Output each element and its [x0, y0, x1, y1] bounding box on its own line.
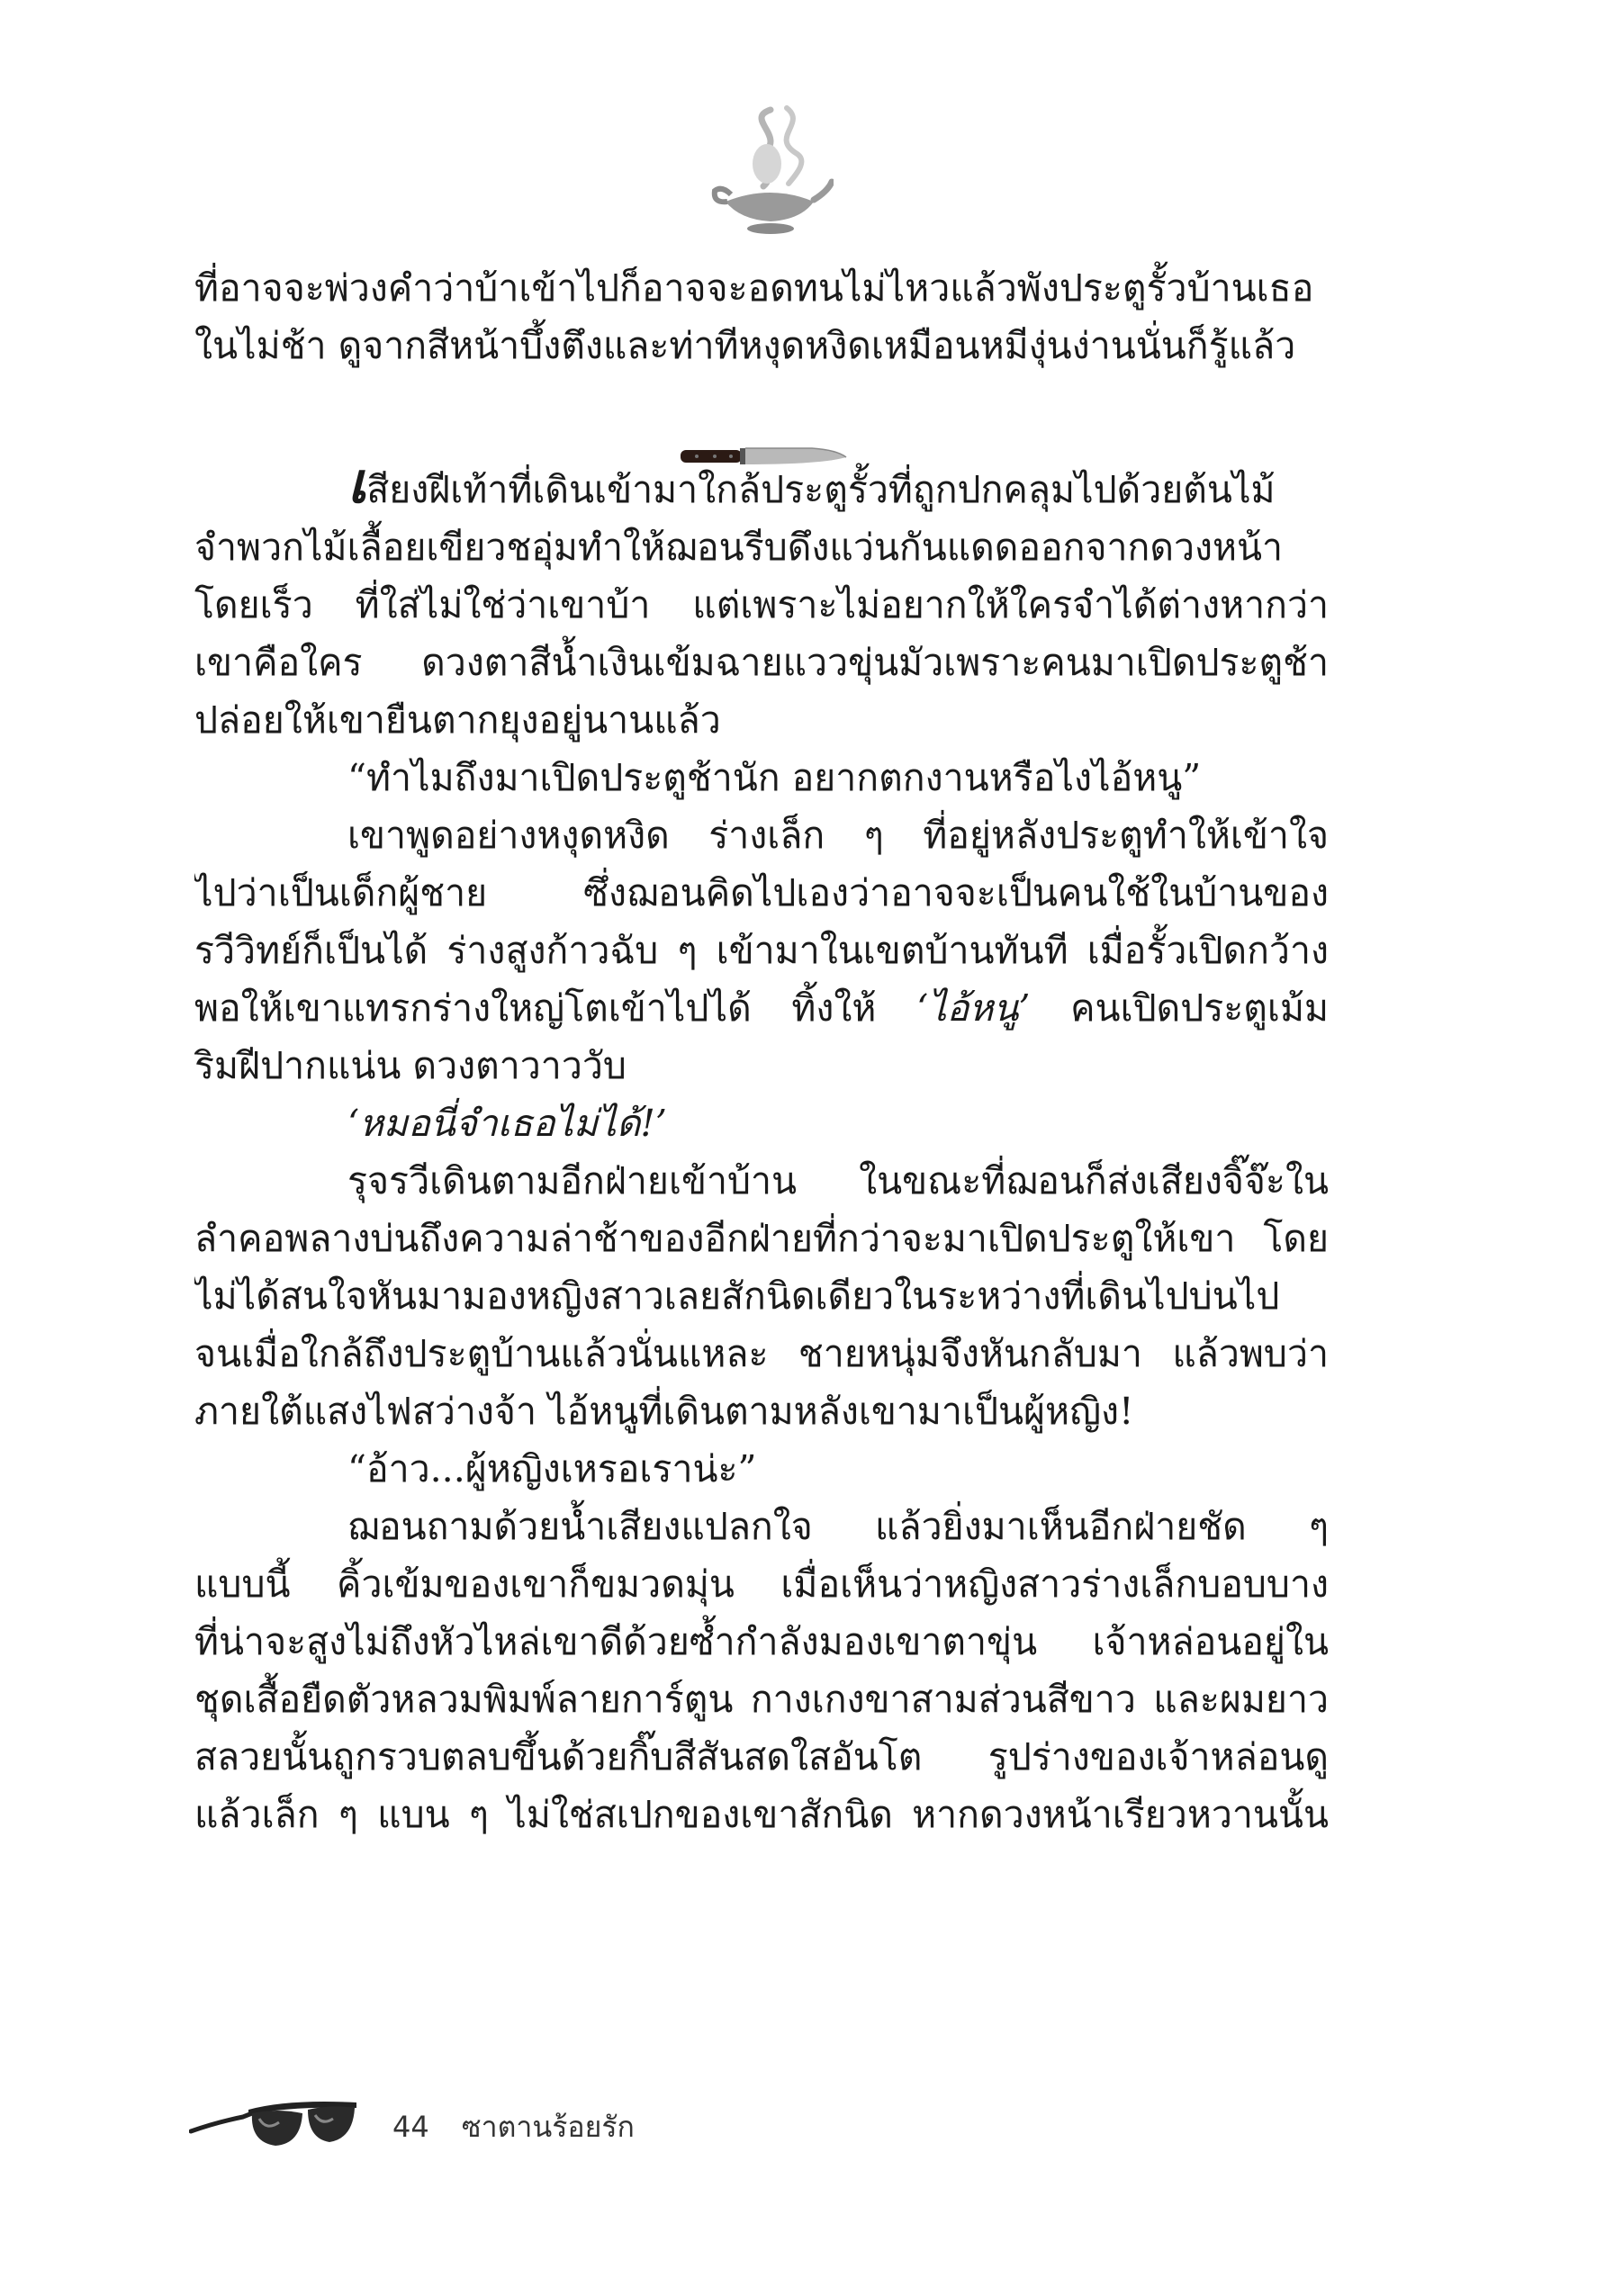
text-line: ชุดเสื้อยืดตัวหลวมพิมพ์ลายการ์ตูน กางเกงขาสามส่วนสีขาว และผมยาว [194, 1678, 1329, 1721]
text-line: โดยเร็ว ที่ใส่ไม่ใช่ว่าเขาบ้า แต่เพราะไม่อยากให้ใครจำได้ต่างหากว่า [194, 583, 1329, 626]
running-title: ซาตานร้อยรัก [461, 2110, 635, 2144]
text-line: รุจรวีเดินตามอีกฝ่ายเข้าบ้าน ในขณะที่ฌอนก็ส่งเสียงจิ๊จ๊ะใน [347, 1159, 1329, 1202]
dialogue-line: “ทำไมถึงมาเปิดประตูช้านัก อยากตกงานหรือไงไอ้หนู” [347, 756, 1202, 799]
text-line: ในไม่ช้า ดูจากสีหน้าบึ้งตึงและท่าทีหงุดหงิดเหมือนหมีงุ่นง่านนั่นก็รู้แล้ว [194, 324, 1296, 367]
text-line: ไปว่าเป็นเด็กผู้ชาย ซึ่งฌอนคิดไปเองว่าอาจจะเป็นคนใช้ในบ้านของ [194, 871, 1329, 914]
text-line: เขาพูดอย่างหงุดหงิด ร่างเล็ก ๆ ที่อยู่หลังประตูทำให้เข้าใจ [347, 814, 1329, 857]
text-line: เขาคือใคร ดวงตาสีน้ำเงินเข้มฉายแววขุ่นมัวเพราะคนมาเปิดประตูช้า [194, 641, 1329, 684]
sunglasses-icon [189, 2086, 360, 2158]
text-line: ภายใต้แสงไฟสว่างจ้า ไอ้หนูที่เดินตามหลังเขามาเป็นผู้หญิง! [194, 1390, 1134, 1433]
text-line: จนเมื่อใกล้ถึงประตูบ้านแล้วนั่นแหละ ชายหนุ่มจึงหันกลับมา แล้วพบว่า [194, 1332, 1329, 1375]
text-line: สลวยนั้นถูกรวบตลบขึ้นด้วยกิ๊บสีสันสดใสอันโต รูปร่างของเจ้าหล่อนดู [194, 1735, 1329, 1778]
page-number: 44 [392, 2110, 429, 2144]
text-line-dropcap [194, 461, 1329, 518]
text-span: พอให้เขาแทรกร่างใหญ่โตเข้าไปได้ ทิ้งให้ [194, 986, 917, 1030]
text-line: แล้วเล็ก ๆ แบน ๆ ไม่ใช่สเปกของเขาสักนิด หากดวงหน้าเรียวหวานนั้น [194, 1793, 1329, 1836]
text-line-mixed [194, 979, 1329, 1037]
page-footer [392, 2104, 635, 2150]
text-line: ไม่ได้สนใจหันมามองหญิงสาวเลยสักนิดเดียวในระหว่างที่เดินไปบ่นไป [194, 1274, 1280, 1318]
text-line: จำพวกไม้เลื้อยเขียวชอุ่มทำให้ฌอนรีบดึงแว่นกันแดดออกจากดวงหน้า [194, 526, 1284, 569]
text-line: รวีวิทย์ก็เป็นได้ ร่างสูงก้าวฉับ ๆ เข้ามาในเขตบ้านทันที เมื่อรั้วเปิดกว้าง [194, 929, 1329, 972]
text-line: สียงฝีเท้าที่เดินเข้ามาใกล้ประตูรั้วที่ถูกปกคลุมไปด้วยต้นไม้ [366, 468, 1276, 511]
text-line: ที่น่าจะสูงไม่ถึงหัวไหล่เขาดีด้วยซ้ำกำลังมองเขาตาขุ่น เจ้าหล่อนอยู่ใน [194, 1620, 1329, 1663]
text-span: คนเปิดประตูเม้ม [1030, 986, 1329, 1030]
dialogue-line: “อ้าว...ผู้หญิงเหรอเราน่ะ” [347, 1447, 757, 1490]
thought-line: ‘หมอนี่จำเธอไม่ได้!’ [347, 1102, 667, 1145]
text-line: ปล่อยให้เขายืนตากยุงอยู่นานแล้ว [194, 698, 721, 742]
dropcap: เ [347, 461, 367, 516]
genie-lamp-icon [708, 101, 834, 236]
text-line: ที่อาจจะพ่วงคำว่าบ้าเข้าไปก็อาจจะอดทนไม่ไหวแล้วพังประตูรั้วบ้านเธอ [194, 266, 1314, 310]
emphasis-span: ‘ไอ้หนู’ [916, 986, 1031, 1030]
text-line: ฌอนถามด้วยน้ำเสียงแปลกใจ แล้วยิ่งมาเห็นอีกฝ่ายชัด ๆ [347, 1505, 1329, 1548]
scene-break-space [194, 374, 1329, 461]
body-text [194, 259, 1329, 1843]
text-line: แบบนี้ คิ้วเข้มของเขาก็ขมวดมุ่น เมื่อเห็นว่าหญิงสาวร่างเล็กบอบบาง [194, 1562, 1329, 1606]
text-line: ลำคอพลางบ่นถึงความล่าช้าของอีกฝ่ายที่กว่าจะมาเปิดประตูให้เขา โดย [194, 1217, 1329, 1260]
text-line: ริมฝีปากแน่น ดวงตาวาววับ [194, 1044, 627, 1087]
